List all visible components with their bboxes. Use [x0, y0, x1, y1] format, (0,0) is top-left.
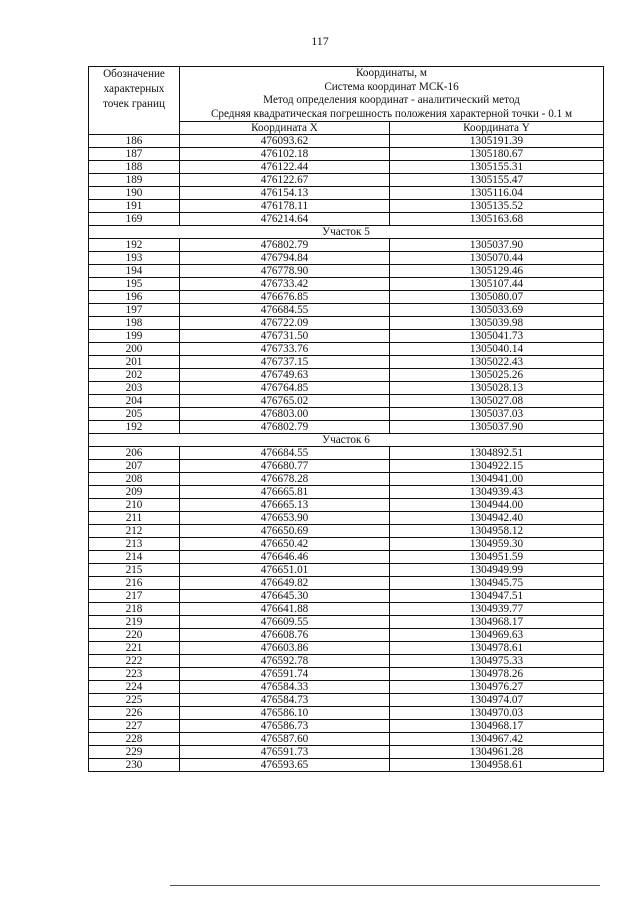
table-row	[89, 460, 604, 473]
coord-x-cell: 476592.78	[180, 655, 390, 668]
point-id-cell: 221	[89, 642, 180, 655]
coord-y-cell: 1304969.63	[390, 629, 604, 642]
coord-y-cell: 1305025.26	[390, 369, 604, 382]
section-title: Участок 5	[89, 226, 604, 239]
coord-y-cell: 1304970.03	[390, 707, 604, 720]
table-row	[89, 590, 604, 603]
coord-y-cell: 1304922.15	[390, 460, 604, 473]
table-row	[89, 720, 604, 733]
point-id-cell: 203	[89, 382, 180, 395]
point-id-cell: 193	[89, 252, 180, 265]
coord-x-cell: 476646.46	[180, 551, 390, 564]
coord-y-cell: 1305037.90	[390, 239, 604, 252]
coord-y-cell: 1304892.51	[390, 447, 604, 460]
coord-x-cell: 476653.90	[180, 512, 390, 525]
coord-x-cell: 476803.00	[180, 408, 390, 421]
coord-y-cell: 1305107.44	[390, 278, 604, 291]
point-id-cell: 219	[89, 616, 180, 629]
point-id-cell: 220	[89, 629, 180, 642]
point-id-cell: 214	[89, 551, 180, 564]
table-body	[89, 135, 604, 772]
point-id-cell: 201	[89, 356, 180, 369]
point-id-cell: 200	[89, 343, 180, 356]
point-id-cell: 192	[89, 421, 180, 434]
point-id-cell: 190	[89, 187, 180, 200]
coord-y-cell: 1305191.39	[390, 135, 604, 148]
table-row	[89, 408, 604, 421]
coord-y-cell: 1304968.17	[390, 616, 604, 629]
point-id-cell: 186	[89, 135, 180, 148]
coord-y-cell: 1304949.99	[390, 564, 604, 577]
table-row	[89, 577, 604, 590]
table-row	[89, 369, 604, 382]
point-id-cell: 211	[89, 512, 180, 525]
coord-x-cell: 476586.10	[180, 707, 390, 720]
table-row	[89, 291, 604, 304]
coord-y-cell: 1305033.69	[390, 304, 604, 317]
coord-x-cell: 476102.18	[180, 148, 390, 161]
coord-x-cell: 476093.62	[180, 135, 390, 148]
coord-x-cell: 476665.13	[180, 499, 390, 512]
coord-y-cell: 1304974.07	[390, 694, 604, 707]
table-header	[89, 67, 604, 135]
table-row	[89, 265, 604, 278]
coord-y-cell: 1304941.00	[390, 473, 604, 486]
table-row	[89, 759, 604, 772]
table-row	[89, 239, 604, 252]
point-id-cell: 189	[89, 174, 180, 187]
point-id-cell: 229	[89, 746, 180, 759]
table-row	[89, 382, 604, 395]
point-id-cell: 196	[89, 291, 180, 304]
coord-x-cell: 476214.64	[180, 213, 390, 226]
coord-x-cell: 476591.73	[180, 746, 390, 759]
point-id-cell: 194	[89, 265, 180, 278]
table-row	[89, 694, 604, 707]
point-id-cell: 228	[89, 733, 180, 746]
point-id-cell: 188	[89, 161, 180, 174]
coord-x-cell: 476603.86	[180, 642, 390, 655]
coord-y-cell: 1304961.28	[390, 746, 604, 759]
coord-y-cell: 1305155.47	[390, 174, 604, 187]
coord-x-cell: 476764.85	[180, 382, 390, 395]
point-id-cell: 216	[89, 577, 180, 590]
table-row	[89, 213, 604, 226]
table-row	[89, 278, 604, 291]
coord-y-cell: 1305037.90	[390, 421, 604, 434]
point-id-cell: 217	[89, 590, 180, 603]
coordinates-title-header: Координаты, м Система координат МСК-16 Метод определения координат - аналитический метод Средняя квадратическая погрешность положения характерной точки - 0.1 м	[180, 67, 604, 122]
coord-x-cell: 476684.55	[180, 304, 390, 317]
table-row	[89, 616, 604, 629]
coord-y-cell: 1304945.75	[390, 577, 604, 590]
coord-y-cell: 1304944.00	[390, 499, 604, 512]
table-row	[89, 655, 604, 668]
coord-x-cell: 476749.63	[180, 369, 390, 382]
coord-x-cell: 476586.73	[180, 720, 390, 733]
point-id-cell: 204	[89, 395, 180, 408]
point-id-cell: 206	[89, 447, 180, 460]
table-row	[89, 135, 604, 148]
coord-y-cell: 1305028.13	[390, 382, 604, 395]
coord-y-cell: 1305037.03	[390, 408, 604, 421]
table-row	[89, 603, 604, 616]
table-row	[89, 447, 604, 460]
coord-x-cell: 476737.15	[180, 356, 390, 369]
table-row	[89, 564, 604, 577]
coord-y-cell: 1305129.46	[390, 265, 604, 278]
coord-y-cell: 1304947.51	[390, 590, 604, 603]
coord-y-cell: 1305163.68	[390, 213, 604, 226]
point-id-cell: 225	[89, 694, 180, 707]
table-row	[89, 343, 604, 356]
table-row	[89, 395, 604, 408]
coord-x-cell: 476122.44	[180, 161, 390, 174]
table-row	[89, 252, 604, 265]
section-row	[89, 434, 604, 447]
table-row	[89, 525, 604, 538]
point-id-cell: 197	[89, 304, 180, 317]
coord-x-cell: 476794.84	[180, 252, 390, 265]
point-id-cell: 198	[89, 317, 180, 330]
point-id-cell: 226	[89, 707, 180, 720]
point-id-cell: 215	[89, 564, 180, 577]
table-row	[89, 499, 604, 512]
coord-x-cell: 476122.67	[180, 174, 390, 187]
coord-x-cell: 476665.81	[180, 486, 390, 499]
coord-y-cell: 1304978.26	[390, 668, 604, 681]
coord-x-cell: 476733.42	[180, 278, 390, 291]
coord-x-cell: 476593.65	[180, 759, 390, 772]
coord-y-cell: 1304951.59	[390, 551, 604, 564]
table-row	[89, 538, 604, 551]
coord-x-cell: 476584.73	[180, 694, 390, 707]
coord-x-cell: 476650.42	[180, 538, 390, 551]
point-id-cell: 230	[89, 759, 180, 772]
coord-x-cell: 476641.88	[180, 603, 390, 616]
page-number: 117	[311, 34, 329, 48]
coord-y-cell: 1305155.31	[390, 161, 604, 174]
table-row	[89, 629, 604, 642]
coord-y-cell: 1305040.14	[390, 343, 604, 356]
table-row	[89, 200, 604, 213]
col-x-header: Координата X	[180, 122, 390, 135]
table-row	[89, 733, 604, 746]
point-id-cell: 195	[89, 278, 180, 291]
point-id-cell: 208	[89, 473, 180, 486]
point-id-cell: 222	[89, 655, 180, 668]
table-row	[89, 317, 604, 330]
coord-y-cell: 1305041.73	[390, 330, 604, 343]
point-label-header: Обозначение характерных точек границ	[89, 67, 180, 135]
table-row	[89, 304, 604, 317]
point-id-cell: 191	[89, 200, 180, 213]
coord-x-cell: 476765.02	[180, 395, 390, 408]
point-id-cell: 202	[89, 369, 180, 382]
coord-y-cell: 1304958.61	[390, 759, 604, 772]
coord-x-cell: 476722.09	[180, 317, 390, 330]
coord-x-cell: 476733.76	[180, 343, 390, 356]
point-id-cell: 192	[89, 239, 180, 252]
table-row	[89, 551, 604, 564]
table-row	[89, 148, 604, 161]
table-row	[89, 512, 604, 525]
table-row	[89, 421, 604, 434]
table-row	[89, 356, 604, 369]
coord-x-cell: 476802.79	[180, 421, 390, 434]
point-id-cell: 210	[89, 499, 180, 512]
coord-y-cell: 1305039.98	[390, 317, 604, 330]
coord-x-cell: 476649.82	[180, 577, 390, 590]
coord-y-cell: 1305116.04	[390, 187, 604, 200]
coordinates-table	[88, 66, 604, 772]
point-id-cell: 212	[89, 525, 180, 538]
table-row	[89, 746, 604, 759]
table-row	[89, 330, 604, 343]
coord-y-cell: 1304959.30	[390, 538, 604, 551]
point-id-cell: 223	[89, 668, 180, 681]
point-id-cell: 205	[89, 408, 180, 421]
point-id-cell: 209	[89, 486, 180, 499]
coord-x-cell: 476591.74	[180, 668, 390, 681]
point-id-cell: 213	[89, 538, 180, 551]
coord-x-cell: 476178.11	[180, 200, 390, 213]
table-row	[89, 473, 604, 486]
coord-x-cell: 476680.77	[180, 460, 390, 473]
coord-y-cell: 1304942.40	[390, 512, 604, 525]
table-row	[89, 486, 604, 499]
coord-y-cell: 1304968.17	[390, 720, 604, 733]
table-row	[89, 187, 604, 200]
coord-y-cell: 1305022.43	[390, 356, 604, 369]
coord-x-cell: 476684.55	[180, 447, 390, 460]
point-id-cell: 218	[89, 603, 180, 616]
table-row	[89, 174, 604, 187]
coord-x-cell: 476676.85	[180, 291, 390, 304]
coord-y-cell: 1305080.07	[390, 291, 604, 304]
table-row	[89, 668, 604, 681]
table-row	[89, 707, 604, 720]
coord-y-cell: 1305070.44	[390, 252, 604, 265]
point-id-cell: 187	[89, 148, 180, 161]
coord-x-cell: 476154.13	[180, 187, 390, 200]
bottom-rule	[170, 885, 600, 886]
table-row	[89, 642, 604, 655]
coord-x-cell: 476587.60	[180, 733, 390, 746]
coord-y-cell: 1305135.52	[390, 200, 604, 213]
coord-x-cell: 476678.28	[180, 473, 390, 486]
col-y-header: Координата Y	[390, 122, 604, 135]
coord-y-cell: 1304939.43	[390, 486, 604, 499]
table-row	[89, 161, 604, 174]
coord-x-cell: 476609.55	[180, 616, 390, 629]
coord-y-cell: 1304976.27	[390, 681, 604, 694]
coord-x-cell: 476650.69	[180, 525, 390, 538]
coord-x-cell: 476778.90	[180, 265, 390, 278]
coord-y-cell: 1305180.67	[390, 148, 604, 161]
point-id-cell: 199	[89, 330, 180, 343]
section-row	[89, 226, 604, 239]
coord-x-cell: 476651.01	[180, 564, 390, 577]
coord-y-cell: 1304967.42	[390, 733, 604, 746]
coord-x-cell: 476731.50	[180, 330, 390, 343]
coord-x-cell: 476584.33	[180, 681, 390, 694]
coord-y-cell: 1304978.61	[390, 642, 604, 655]
coord-y-cell: 1304958.12	[390, 525, 604, 538]
coord-y-cell: 1305027.08	[390, 395, 604, 408]
section-title: Участок 6	[89, 434, 604, 447]
point-id-cell: 227	[89, 720, 180, 733]
point-id-cell: 169	[89, 213, 180, 226]
coord-x-cell: 476802.79	[180, 239, 390, 252]
table-row	[89, 681, 604, 694]
point-id-cell: 224	[89, 681, 180, 694]
coord-y-cell: 1304975.33	[390, 655, 604, 668]
point-id-cell: 207	[89, 460, 180, 473]
coord-x-cell: 476608.76	[180, 629, 390, 642]
coord-x-cell: 476645.30	[180, 590, 390, 603]
coord-y-cell: 1304939.77	[390, 603, 604, 616]
